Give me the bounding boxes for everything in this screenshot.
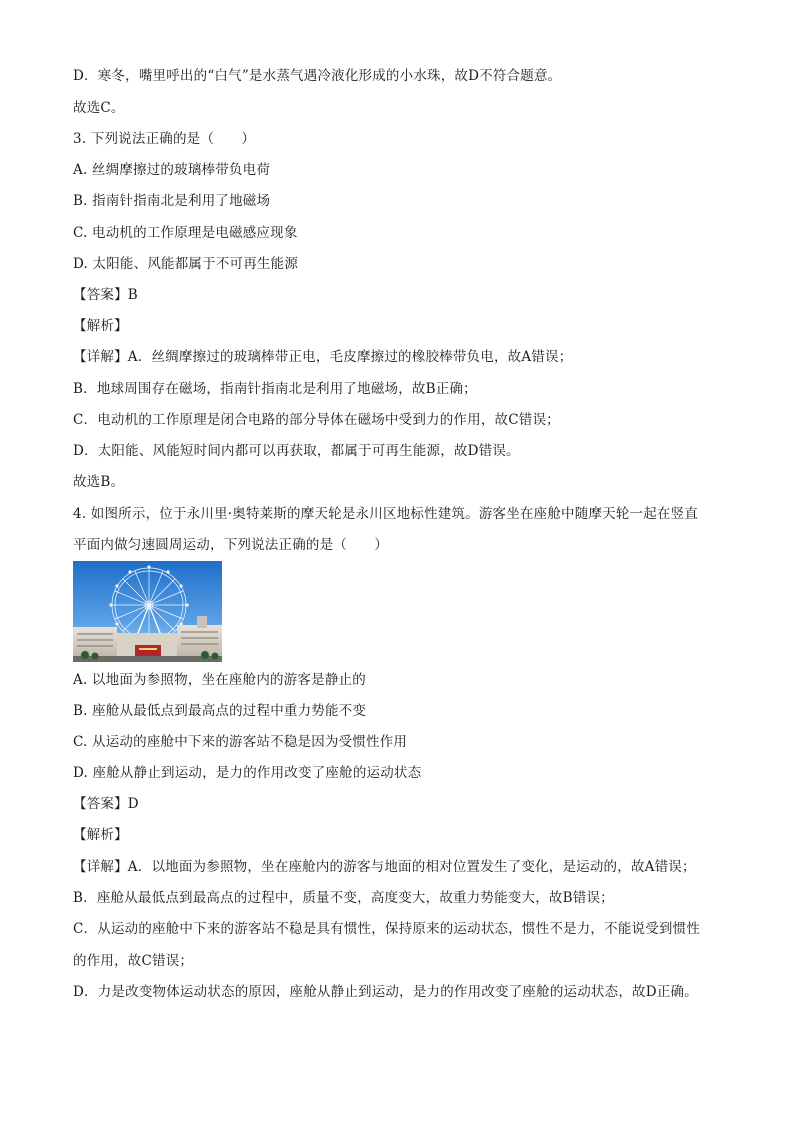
question-4-answer: 【答案】D xyxy=(73,796,139,812)
prev-question-option-d-explanation: D．寒冬，嘴里呼出的“白气”是水蒸气遇冷液化形成的小水珠，故D不符合题意。 xyxy=(73,68,562,84)
question-4-option-a: A. 以地面为参照物，坐在座舱内的游客是静止的 xyxy=(73,672,366,688)
question-3-option-b: B. 指南针指南北是利用了地磁场 xyxy=(73,193,271,209)
question-4-detail-a: 【详解】A．以地面为参照物，坐在座舱内的游客与地面的相对位置发生了变化，是运动的，故A错误； xyxy=(73,859,696,875)
question-4-option-c: C. 从运动的座舱中下来的游客站不稳是因为受惯性作用 xyxy=(73,734,408,750)
question-4-stem-line-1: 4. 如图所示，位于永川里·奥特莱斯的摩天轮是永川区地标性建筑。游客坐在座舱中随摩天轮一起在竖直 xyxy=(73,506,699,522)
question-3-analysis-heading: 【解析】 xyxy=(73,318,128,334)
question-4-stem-line-2: 平面内做匀速圆周运动，下列说法正确的是（ ） xyxy=(73,537,389,553)
question-3-option-a: A. 丝绸摩擦过的玻璃棒带负电荷 xyxy=(73,162,271,178)
question-3-detail-a: 【详解】A．丝绸摩擦过的玻璃棒带正电，毛皮摩擦过的橡胶棒带负电，故A错误； xyxy=(73,349,573,365)
question-3-stem: 3. 下列说法正确的是（ ） xyxy=(73,131,256,147)
question-4-detail-d: D．力是改变物体运动状态的原因，座舱从静止到运动，是力的作用改变了座舱的运动状态，故D正确。 xyxy=(73,984,698,1000)
question-3-answer: 【答案】B xyxy=(73,287,138,303)
question-4-analysis-heading: 【解析】 xyxy=(73,827,128,843)
question-4-detail-b: B．座舱从最低点到最高点的过程中，质量不变，高度变大，故重力势能变大，故B错误； xyxy=(73,890,614,906)
question-3-conclusion: 故选B。 xyxy=(73,474,125,490)
question-4-detail-c-line-1: C．从运动的座舱中下来的游客站不稳是具有惯性，保持原来的运动状态，惯性不是力，不能说受到惯性 xyxy=(73,921,701,937)
question-3-detail-b: B．地球周围存在磁场，指南针指南北是利用了地磁场，故B正确； xyxy=(73,381,477,397)
ferris-wheel-photo xyxy=(73,561,222,662)
question-4-option-b: B. 座舱从最低点到最高点的过程中重力势能不变 xyxy=(73,703,367,719)
question-4-option-d: D. 座舱从静止到运动，是力的作用改变了座舱的运动状态 xyxy=(73,765,422,781)
question-3-option-d: D. 太阳能、风能都属于不可再生能源 xyxy=(73,256,299,272)
question-3-option-c: C. 电动机的工作原理是电磁感应现象 xyxy=(73,225,298,241)
question-3-detail-d: D．太阳能、风能短时间内都可以再获取，都属于可再生能源，故D错误。 xyxy=(73,443,520,459)
question-4-detail-c-line-2: 的作用，故C错误； xyxy=(73,953,194,969)
question-3-detail-c: C．电动机的工作原理是闭合电路的部分导体在磁场中受到力的作用，故C错误； xyxy=(73,412,560,428)
prev-question-conclusion: 故选C。 xyxy=(73,100,125,116)
